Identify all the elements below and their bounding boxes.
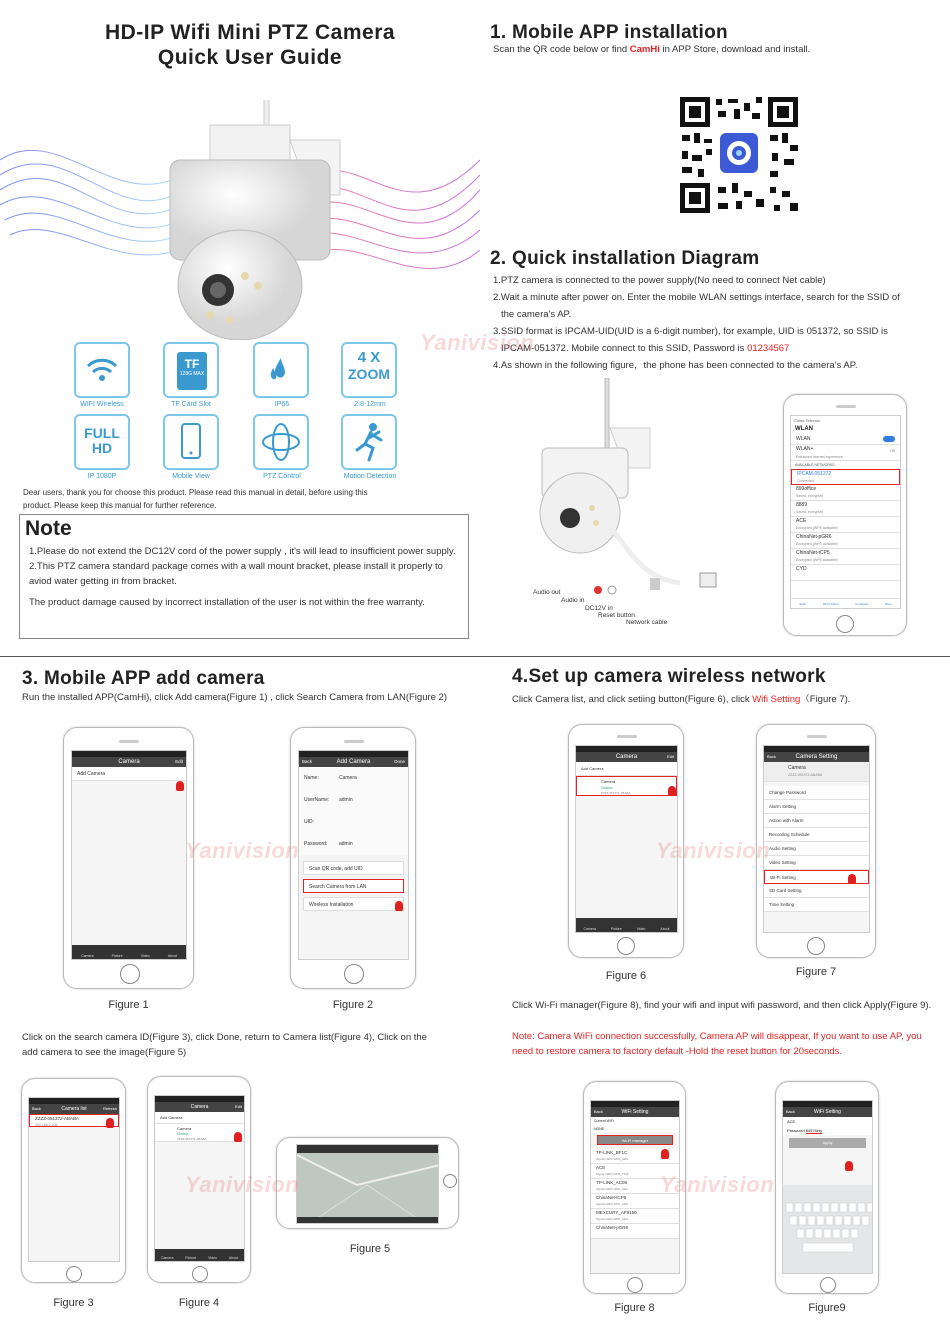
- tf-card-icon: [177, 352, 207, 390]
- tap-hand-icon: [176, 781, 184, 791]
- home-button[interactable]: [66, 1266, 82, 1282]
- step-3a: 3.SSID format is IPCAM-UID(UID is a 6-digit number), for example, UID is 051372, so SSID is: [493, 326, 888, 337]
- cable-dc12v: DC12V in: [585, 605, 613, 612]
- home-button[interactable]: [192, 1266, 208, 1282]
- settings-item-label: Video Setting: [769, 860, 796, 865]
- note-item-3: The product damage caused by incorrect installation of the user is not within the free warranty.: [29, 597, 425, 608]
- tf-badge: TF: [184, 357, 200, 371]
- watermark: Yanivision: [185, 1172, 300, 1197]
- wlan-action[interactable]: Wi-Fi Direct: [822, 601, 839, 606]
- wifi-signal: Signal:100% WPA_TKIP: [596, 1172, 629, 1176]
- tap-hand-icon: [848, 874, 856, 884]
- section-1-text-before: Scan the QR code below or find: [493, 44, 630, 55]
- camera-name: Camera: [177, 1126, 192, 1131]
- tab-picture[interactable]: Picture: [610, 927, 622, 931]
- guide-title: [60, 20, 440, 70]
- network-item[interactable]: [791, 485, 900, 501]
- header-title: WiFi Setting: [814, 1109, 841, 1115]
- live-view-screen: [296, 1144, 439, 1224]
- section-4-text-after: （Figure 7).: [800, 694, 851, 705]
- hd-word: HD: [91, 440, 113, 456]
- camera-info: [764, 762, 869, 782]
- tab-about[interactable]: About: [228, 1256, 239, 1260]
- network-item[interactable]: [791, 501, 900, 517]
- tap-hand-icon: [106, 1118, 114, 1128]
- wifi-signal: Signal:100% WPA_AES: [596, 1157, 628, 1161]
- add-camera-label: Add Camera: [77, 771, 106, 777]
- settings-item[interactable]: [764, 856, 869, 870]
- network-status: Connected: [797, 479, 814, 483]
- feature-label: IP66: [274, 401, 290, 408]
- phone-speaker: [344, 740, 364, 743]
- current-wifi-label: Current WiFi: [594, 1119, 614, 1123]
- cable-audio-out: Audio out: [533, 589, 561, 596]
- wlan-plus-label: WLAN+: [796, 446, 814, 452]
- settings-item-label: Recording Schedule: [769, 832, 810, 837]
- figure-6-caption: Figure 6: [605, 970, 647, 982]
- section-4-note: Note: Camera WiFi connection successfully, Camera AP will disappear, If you want to use AP, you need to restore camera to factory default -Hold the reset button for 20seconds.: [512, 1031, 922, 1057]
- camera-row[interactable]: [155, 1124, 244, 1142]
- figure-9-phone: [775, 1081, 879, 1294]
- wifi-setting-link: Wifi Setting: [752, 694, 801, 705]
- search-lan-label: Search Camera from LAN: [309, 884, 367, 890]
- password-field[interactable]: [299, 833, 408, 855]
- intro-text: [23, 486, 453, 512]
- name-value: Camera: [339, 775, 357, 781]
- done-button[interactable]: Done: [394, 759, 405, 764]
- network-name: IPCAM-051372: [797, 471, 832, 477]
- tab-video[interactable]: Video: [140, 954, 150, 958]
- network-name: ACE: [796, 518, 807, 524]
- wifi-name: ChinaNet-tCP5: [596, 1195, 627, 1200]
- running-man-icon: [343, 416, 395, 468]
- tab-camera[interactable]: Camera: [81, 954, 94, 958]
- settings-item-label: Change Password: [769, 790, 806, 795]
- network-name: CYD: [796, 566, 807, 572]
- wlan-screen: [790, 415, 901, 609]
- section-1-text-after: in APP Store, download and install.: [659, 44, 811, 55]
- found-ip: 192.168.1.105: [35, 1123, 58, 1127]
- figure-4-caption: Figure 4: [178, 1297, 220, 1309]
- uid-label: UID:: [304, 819, 314, 825]
- header-title: Camera Setting: [795, 754, 838, 760]
- home-button[interactable]: [617, 937, 635, 955]
- figure-9-screen: [782, 1100, 873, 1274]
- settings-item[interactable]: [764, 842, 869, 856]
- camera-list-header: [29, 1104, 119, 1114]
- refresh-button[interactable]: Refresh: [102, 1106, 117, 1111]
- tab-bar: [576, 918, 677, 932]
- header-title: Camera: [190, 1104, 209, 1110]
- keyboard-keys: [783, 1185, 873, 1273]
- home-button[interactable]: [836, 615, 854, 633]
- password-label: Password: [787, 1128, 805, 1133]
- settings-item-label: Wi-Fi Setting: [770, 875, 796, 880]
- settings-item-label: Action with Alarm: [769, 818, 804, 823]
- figure-9-caption: Figure9: [808, 1302, 846, 1314]
- wifi-setting-header: [591, 1107, 679, 1117]
- home-button[interactable]: [807, 937, 825, 955]
- back-button[interactable]: Back: [767, 754, 776, 759]
- wifi-name: TP-LINK_AC08: [596, 1180, 628, 1185]
- wlan-bottom-actions: [791, 598, 900, 608]
- wifi-item[interactable]: [591, 1209, 679, 1224]
- watermark: Yanivision: [185, 838, 300, 863]
- tf-card-feature: [163, 342, 219, 398]
- camera-uid: ZZZZ-051372-ABABA: [788, 773, 823, 777]
- cable-reset-button: Reset button: [598, 612, 635, 619]
- watermark: Yanivision: [656, 838, 771, 863]
- feature-label: TF Card Slot: [171, 401, 211, 408]
- note-item-1: 1.Please do not extend the DC12V cord of the power supply , it's will lead to insufficient power supply.: [29, 546, 456, 557]
- home-button[interactable]: [627, 1277, 643, 1293]
- intro-line-1: Dear users, thank you for choose this product. Please read this manual in detail, before using this: [23, 488, 368, 497]
- settings-item[interactable]: [764, 800, 869, 814]
- search-lan-button[interactable]: [303, 879, 404, 893]
- ip66-feature: [253, 342, 309, 398]
- username-value: admin: [339, 797, 353, 803]
- tab-picture[interactable]: Picture: [185, 1256, 197, 1260]
- wlan-label: WLAN: [796, 436, 811, 442]
- back-button[interactable]: Back: [786, 1109, 795, 1114]
- add-camera-row[interactable]: [155, 1112, 244, 1124]
- current-wifi: [591, 1117, 679, 1133]
- edit-button[interactable]: Edit: [175, 759, 183, 764]
- feature-label: Motion Detection: [343, 473, 397, 480]
- home-button[interactable]: [120, 964, 140, 984]
- uid-field[interactable]: [299, 811, 408, 833]
- network-status: Encrypted (WPS available): [796, 542, 838, 546]
- name-label: Name:: [304, 775, 319, 781]
- wireless-install-label: Wireless Installation: [309, 902, 354, 908]
- wlan-title: WLAN: [795, 426, 813, 432]
- figure-1-screen: [71, 750, 187, 960]
- camera-name: Camera: [601, 779, 616, 784]
- wifi-item[interactable]: [591, 1224, 679, 1239]
- header-title: WiFi Setting: [621, 1109, 649, 1115]
- settings-tap-hand-icon: [668, 786, 676, 796]
- name-field[interactable]: [299, 767, 408, 789]
- tap-hand-icon: [845, 1161, 853, 1171]
- figure-3-screen: [28, 1097, 120, 1262]
- ptz-rotate-icon: [255, 416, 307, 468]
- settings-item-label: SD Card Setting: [769, 888, 802, 893]
- add-camera-row[interactable]: [72, 767, 186, 781]
- watermark: Yanivision: [660, 1172, 775, 1197]
- title-line-1: HD-IP Wifi Mini PTZ Camera: [104, 21, 396, 44]
- wifi-manager-button[interactable]: Wi-Fi manager: [597, 1135, 673, 1145]
- zoom-icon: [343, 350, 395, 382]
- carrier: China Telecom: [794, 418, 821, 423]
- home-button[interactable]: [820, 1277, 836, 1293]
- full-word: FULL: [84, 425, 120, 441]
- network-name: ChinaNet-pGR6: [796, 534, 832, 540]
- camera-header: [72, 757, 186, 767]
- network-item[interactable]: [791, 549, 900, 565]
- home-button[interactable]: [443, 1174, 457, 1188]
- wlan-toggle-row[interactable]: [791, 433, 900, 445]
- wifi-feature: [74, 342, 130, 398]
- wifi-name: ChinaNet-pGR6: [596, 1225, 629, 1230]
- wifi-signal: Signal:100% WPA_AES: [596, 1202, 628, 1206]
- network-item[interactable]: [791, 517, 900, 533]
- network-name: ChinaNet-tCP5: [796, 550, 830, 556]
- wifi-setting-header: [783, 1107, 872, 1117]
- tab-about[interactable]: About: [167, 954, 177, 958]
- selected-ssid: ACE: [783, 1117, 872, 1126]
- wifi-icon: [76, 344, 128, 396]
- add-camera-label: Add Camera: [581, 766, 604, 771]
- back-button[interactable]: Back: [594, 1109, 603, 1114]
- feature-label: PTZ Control: [263, 473, 301, 480]
- live-view-image: [297, 1145, 439, 1224]
- wlan-plus-row[interactable]: [791, 445, 900, 461]
- feature-label: WIFI Wireless: [80, 401, 124, 408]
- network-name: 899office: [796, 486, 817, 492]
- step-2a: 2.Wait a minute after power on. Enter the mobile WLAN settings interface, search for the SSID of: [493, 292, 900, 303]
- network-item[interactable]: [791, 533, 900, 549]
- edit-button[interactable]: Edit: [235, 1104, 242, 1109]
- wifi-name: TP-LINK_BF1C: [596, 1150, 628, 1155]
- network-status: Encrypted (WPS available): [796, 526, 838, 530]
- edit-button[interactable]: Edit: [667, 754, 674, 759]
- figure-1-caption: Figure 1: [108, 999, 149, 1011]
- wlan-phone: [783, 394, 907, 636]
- figure-5-caption: Figure 5: [349, 1243, 391, 1255]
- username-label: UserName:: [304, 797, 330, 803]
- cable-network: Network cable: [626, 619, 668, 626]
- network-status: Saved, encrypted: [796, 494, 824, 498]
- step-4: 4.As shown in the following figure，the phone has been connected to the camera's AP.: [493, 360, 858, 371]
- header-title: Camera list: [61, 1106, 87, 1112]
- intro-line-2: product. Please keep this manual for further reference.: [23, 501, 217, 510]
- full-hd-feature: [74, 414, 130, 470]
- tab-bar: [155, 1249, 244, 1261]
- step-2b: the camera's AP.: [501, 309, 572, 320]
- ptz-control-feature: [253, 414, 309, 470]
- figure-2-phone: [290, 727, 416, 989]
- back-button[interactable]: Back: [302, 759, 313, 764]
- back-button[interactable]: Back: [32, 1106, 41, 1111]
- settings-item[interactable]: [764, 814, 869, 828]
- wlan-plus-state: Off: [889, 448, 895, 453]
- figure-7-caption: Figure 7: [795, 966, 837, 978]
- tap-hand-icon: [661, 1149, 669, 1159]
- phone-speaker: [807, 735, 827, 738]
- settings-item[interactable]: [764, 786, 869, 800]
- mobile-view-feature: [163, 414, 219, 470]
- network-list: [791, 469, 900, 581]
- section-1-title: 1. Mobile APP installation: [490, 22, 728, 43]
- password-value: admin: [339, 841, 353, 847]
- note-title: Note: [25, 517, 72, 540]
- figure-3-phone: [21, 1078, 126, 1283]
- found-uid: ZZZZ-051372-ABABA: [35, 1116, 80, 1121]
- camera-row[interactable]: [576, 776, 677, 796]
- zoom-factor: 4 X: [357, 349, 381, 366]
- camera-uid: ZZZZ-051372-ABABA: [601, 791, 631, 795]
- figure-2-caption: Figure 2: [332, 999, 374, 1011]
- zoom-feature: [341, 342, 397, 398]
- zoom-word: ZOOM: [348, 366, 390, 382]
- header-title: Camera: [615, 754, 638, 760]
- tap-hand-icon: [234, 1132, 242, 1142]
- phone-speaker: [617, 735, 637, 738]
- home-button[interactable]: [344, 964, 364, 984]
- figure-1-phone: [63, 727, 194, 989]
- username-field[interactable]: [299, 789, 408, 811]
- tap-hand-icon: [395, 901, 403, 911]
- section-divider: [0, 656, 950, 657]
- add-camera-label: Add Camera: [160, 1115, 183, 1120]
- figure-2-screen: [298, 750, 409, 960]
- phone-icon: [165, 416, 217, 468]
- camera-setting-header: [764, 752, 869, 762]
- network-status: Saved, encrypted: [796, 510, 824, 514]
- tab-video[interactable]: Video: [208, 1256, 217, 1260]
- step-1: 1.PTZ camera is connected to the power supply(No need to connect Net cable): [493, 275, 826, 286]
- wifi-signal: Signal:100% WPA_AES: [596, 1187, 628, 1191]
- camera-status: Online: [177, 1131, 189, 1136]
- tab-camera[interactable]: Camera: [583, 927, 596, 931]
- settings-item-label: Alarm Setting: [769, 804, 797, 809]
- note-box: [19, 514, 469, 639]
- wlan-toggle[interactable]: [883, 436, 895, 442]
- add-camera-header: [299, 757, 408, 767]
- app-name: CamHi: [629, 44, 660, 55]
- phone-speaker: [836, 405, 856, 408]
- password-row[interactable]: [783, 1126, 872, 1135]
- tf-capacity: 128G MAX: [179, 371, 205, 377]
- section-2-steps: [493, 272, 943, 374]
- scan-qr-button[interactable]: [303, 861, 404, 875]
- network-item[interactable]: [791, 565, 900, 581]
- wlan-action[interactable]: Scan: [799, 601, 807, 606]
- wlan-action[interactable]: Configure: [855, 601, 869, 606]
- section-4-text: [512, 691, 850, 705]
- settings-item[interactable]: [764, 898, 869, 912]
- full-hd-icon: [76, 426, 128, 456]
- feature-label: Mobile View: [172, 473, 210, 480]
- watermark: Yanivision: [420, 330, 535, 355]
- current-wifi-value: NONE: [594, 1127, 605, 1131]
- camera-status: Online: [601, 784, 613, 790]
- wireless-install-button[interactable]: [303, 897, 404, 911]
- tab-video[interactable]: Video: [636, 927, 646, 931]
- tab-bar: [72, 945, 186, 959]
- title-line-2: Quick User Guide: [157, 46, 343, 69]
- camera-name: Camera: [788, 765, 806, 771]
- figure-5-phone: [276, 1137, 459, 1229]
- wifi-name: ACE: [596, 1165, 606, 1170]
- header-title: Add Camera: [336, 759, 371, 765]
- figure-7-screen: [763, 745, 870, 933]
- camera-hero-illustration: [0, 100, 480, 340]
- camera-header: [155, 1102, 244, 1112]
- tab-about[interactable]: About: [660, 927, 670, 931]
- qr-code[interactable]: [678, 95, 800, 215]
- apply-button[interactable]: Apply: [789, 1138, 866, 1148]
- figure-7-phone: [756, 724, 876, 958]
- add-camera-row[interactable]: [576, 762, 677, 776]
- settings-item[interactable]: [764, 828, 869, 842]
- network-name: 8889: [796, 502, 808, 508]
- note-items: [29, 544, 459, 610]
- feature-label: IP 1080P: [87, 473, 117, 480]
- section-4-text-2: Click Wi-Fi manager(Figure 8), find your wifi and input wifi password, and then click Apply(Figure 9).: [512, 1000, 932, 1011]
- section-3-text: Run the installed APP(CamHi), click Add camera(Figure 1) , click Search Camera from LAN(Figure 2): [22, 692, 448, 703]
- ap-password: 01234567: [747, 343, 790, 354]
- camera-uid: ZZZZ-051372-ABABA: [177, 1137, 207, 1141]
- settings-item-label: Audio Setting: [769, 846, 796, 851]
- wifi-signal: Signal:100% WPA_AES: [596, 1217, 628, 1221]
- feature-label: 2.8-12mm: [354, 401, 386, 408]
- note-item-2: 2.This PTZ camera standard package comes with a wall mount bracket, please install it properly to aviod water getting in from bracket.: [29, 561, 443, 587]
- network-item[interactable]: [791, 469, 900, 485]
- wifi-name: MEXCURY_AF9150: [596, 1210, 637, 1215]
- motion-detection-feature: [341, 414, 397, 470]
- network-status: Encrypted (WPS available): [796, 558, 838, 562]
- password-label: Password:: [304, 841, 328, 847]
- scan-qr-label: Scan QR code, add UID: [309, 866, 363, 872]
- phone-speaker: [119, 740, 139, 743]
- settings-item-label: Time Setting: [769, 902, 795, 907]
- tab-picture[interactable]: Picture: [111, 954, 123, 958]
- available-networks-header: AVAILABLE NETWORKS: [795, 463, 835, 467]
- step-3b-text: IPCAM-051372. Mobile connect to this SSID, Password is: [501, 343, 748, 354]
- section-2-title: 2. Quick installation Diagram: [490, 248, 760, 269]
- password-input[interactable]: 84576ety: [805, 1128, 823, 1133]
- figure-8-caption: Figure 8: [614, 1302, 655, 1314]
- tab-camera[interactable]: Camera: [160, 1256, 174, 1260]
- wlan-action[interactable]: More: [884, 601, 892, 606]
- section-1-text: [493, 44, 810, 55]
- figure-3-caption: Figure 3: [53, 1297, 94, 1309]
- section-3-title: 3. Mobile APP add camera: [22, 668, 265, 689]
- header-title: Camera: [118, 759, 140, 765]
- cable-audio-in: Audio in: [561, 597, 585, 604]
- camera-cables-illustration: [530, 378, 730, 598]
- water-drop-icon: [255, 344, 307, 396]
- camera-header: [576, 752, 677, 762]
- wlan-plus-sub: Enhanced Internet experience: [796, 455, 843, 459]
- section-3-text-2: Click on the search camera ID(Figure 3), click Done, return to Camera list(Figure 4), Click on the add camera to see the image(Figure 5): [22, 1032, 427, 1058]
- settings-item[interactable]: [764, 884, 869, 898]
- section-4-text-before: Click Camera list, and click setiing button(Figure 6), click: [512, 694, 753, 705]
- settings-list: [764, 786, 869, 912]
- section-4-title: 4.Set up camera wireless network: [512, 666, 826, 687]
- keyboard[interactable]: [783, 1185, 872, 1273]
- step-3b: [493, 340, 943, 357]
